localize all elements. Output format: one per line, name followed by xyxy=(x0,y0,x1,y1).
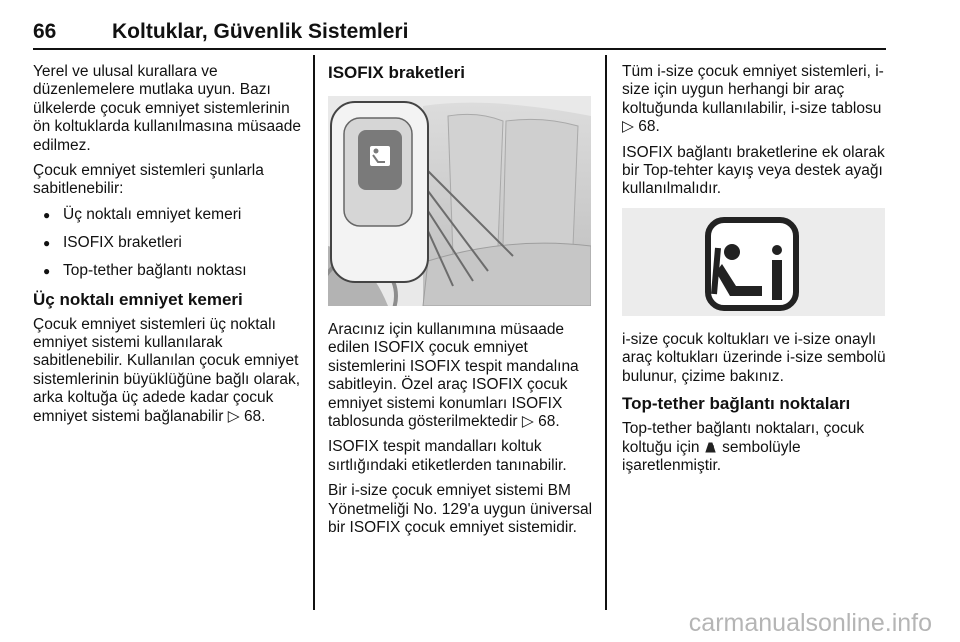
column-2 xyxy=(328,63,598,89)
paragraph-isofix-install: Aracınız için kullanımına müsaade edilen ISOFIX çocuk emniyet sistemlerini ISOFIX tespit mandalına sabitleyin. Özel araç ISOFIX çocuk emniyet sistemi konumları ISOFIX tablosunda gösterilmektedir ▷ 68. xyxy=(328,321,579,431)
page-header xyxy=(33,20,886,50)
reference-arrow-icon: ▷ xyxy=(227,407,240,425)
i-size-symbol-icon xyxy=(708,220,796,308)
list-item: ● Üç noktalı emniyet kemeri xyxy=(33,206,305,224)
reference-arrow-icon: ▷ xyxy=(622,118,634,136)
page-reference-link[interactable]: ▷ 68. xyxy=(521,413,560,431)
page-number: 66 xyxy=(33,20,57,43)
page-reference-link[interactable]: ▷ 68. xyxy=(227,407,266,425)
paragraph-top-tether-required: ISOFIX bağlantı braketlerine ek olarak bir Top-tehter kayış veya destek ayağı kullanılmalıdır. xyxy=(622,143,885,198)
list-item: ● ISOFIX braketleri xyxy=(33,234,305,252)
column-divider-2 xyxy=(605,55,607,610)
column-3-text xyxy=(622,331,890,482)
column-divider-1 xyxy=(313,55,315,610)
paragraph-fixing-methods: Çocuk emniyet sistemleri şunlarla sabitlenebilir: xyxy=(33,162,264,198)
column-3 xyxy=(622,63,890,206)
paragraph-isofix-labels: ISOFIX tespit mandalları koltuk sırtlığındaki etiketlerden tanınabilir. xyxy=(328,438,567,474)
fixing-methods-list xyxy=(33,206,305,280)
reference-arrow-icon: ▷ xyxy=(521,413,534,431)
i-size-symbol-illustration xyxy=(622,208,885,316)
paragraph-i-size: Bir i-size çocuk emniyet sistemi BM Yönetmeliği No. 129'a uygun üniversal bir ISOFIX çocuk emniyet sistemidir. xyxy=(328,482,593,537)
section-heading-three-point-belt: Üç noktalı emniyet kemeri xyxy=(33,289,243,309)
page-reference-link[interactable]: ▷ 68. xyxy=(622,118,660,136)
paragraph-top-tether: Top-tether bağlantı noktaları, çocuk koltuğu için sembolüyle işaretlenmiştir. xyxy=(622,420,865,475)
column-2-text xyxy=(328,321,598,544)
top-tether-icon xyxy=(704,440,718,454)
chapter-title: Koltuklar, Güvenlik Sistemleri xyxy=(112,20,409,43)
paragraph-regulations: Yerel ve ulusal kurallara ve düzenlemelere mutlaka uyun. Bazı ülkelerde çocuk emniyet sistemlerinin ön koltuklarda kullanılmasına müsaade edilmez. xyxy=(33,63,301,154)
header-rule xyxy=(33,48,886,50)
list-item: ● Top-tether bağlantı noktası xyxy=(33,262,305,280)
section-heading-isofix: ISOFIX braketleri xyxy=(328,63,465,82)
watermark-text: carmanualsonline.info xyxy=(688,609,932,637)
isofix-bracket-illustration xyxy=(328,96,591,306)
paragraph-i-size-symbol: i-size çocuk koltukları ve i-size onaylı araç koltukları üzerinde i-size sembolü bulunur, çizime bakınız. xyxy=(622,331,886,385)
section-heading-top-tether: Top-tether bağlantı noktaları xyxy=(622,394,851,414)
column-1 xyxy=(33,63,305,433)
paragraph-three-point-belt: Çocuk emniyet sistemleri üç noktalı emniyet sistemi kullanılarak sabitlenebilir. Kullanılan çocuk emniyet sistemlerinin büyüklüğüne bağlı olarak, arka koltuğa üç adede kadar çocuk emniyet sistemi bağlanabilir ▷ 68. xyxy=(33,315,301,425)
paragraph-i-size-seats: Tüm i-size çocuk emniyet sistemleri, i-size için uygun herhangi bir araç koltuğunda kullanılabilir, i-size tablosu ▷ 68. xyxy=(622,63,884,136)
